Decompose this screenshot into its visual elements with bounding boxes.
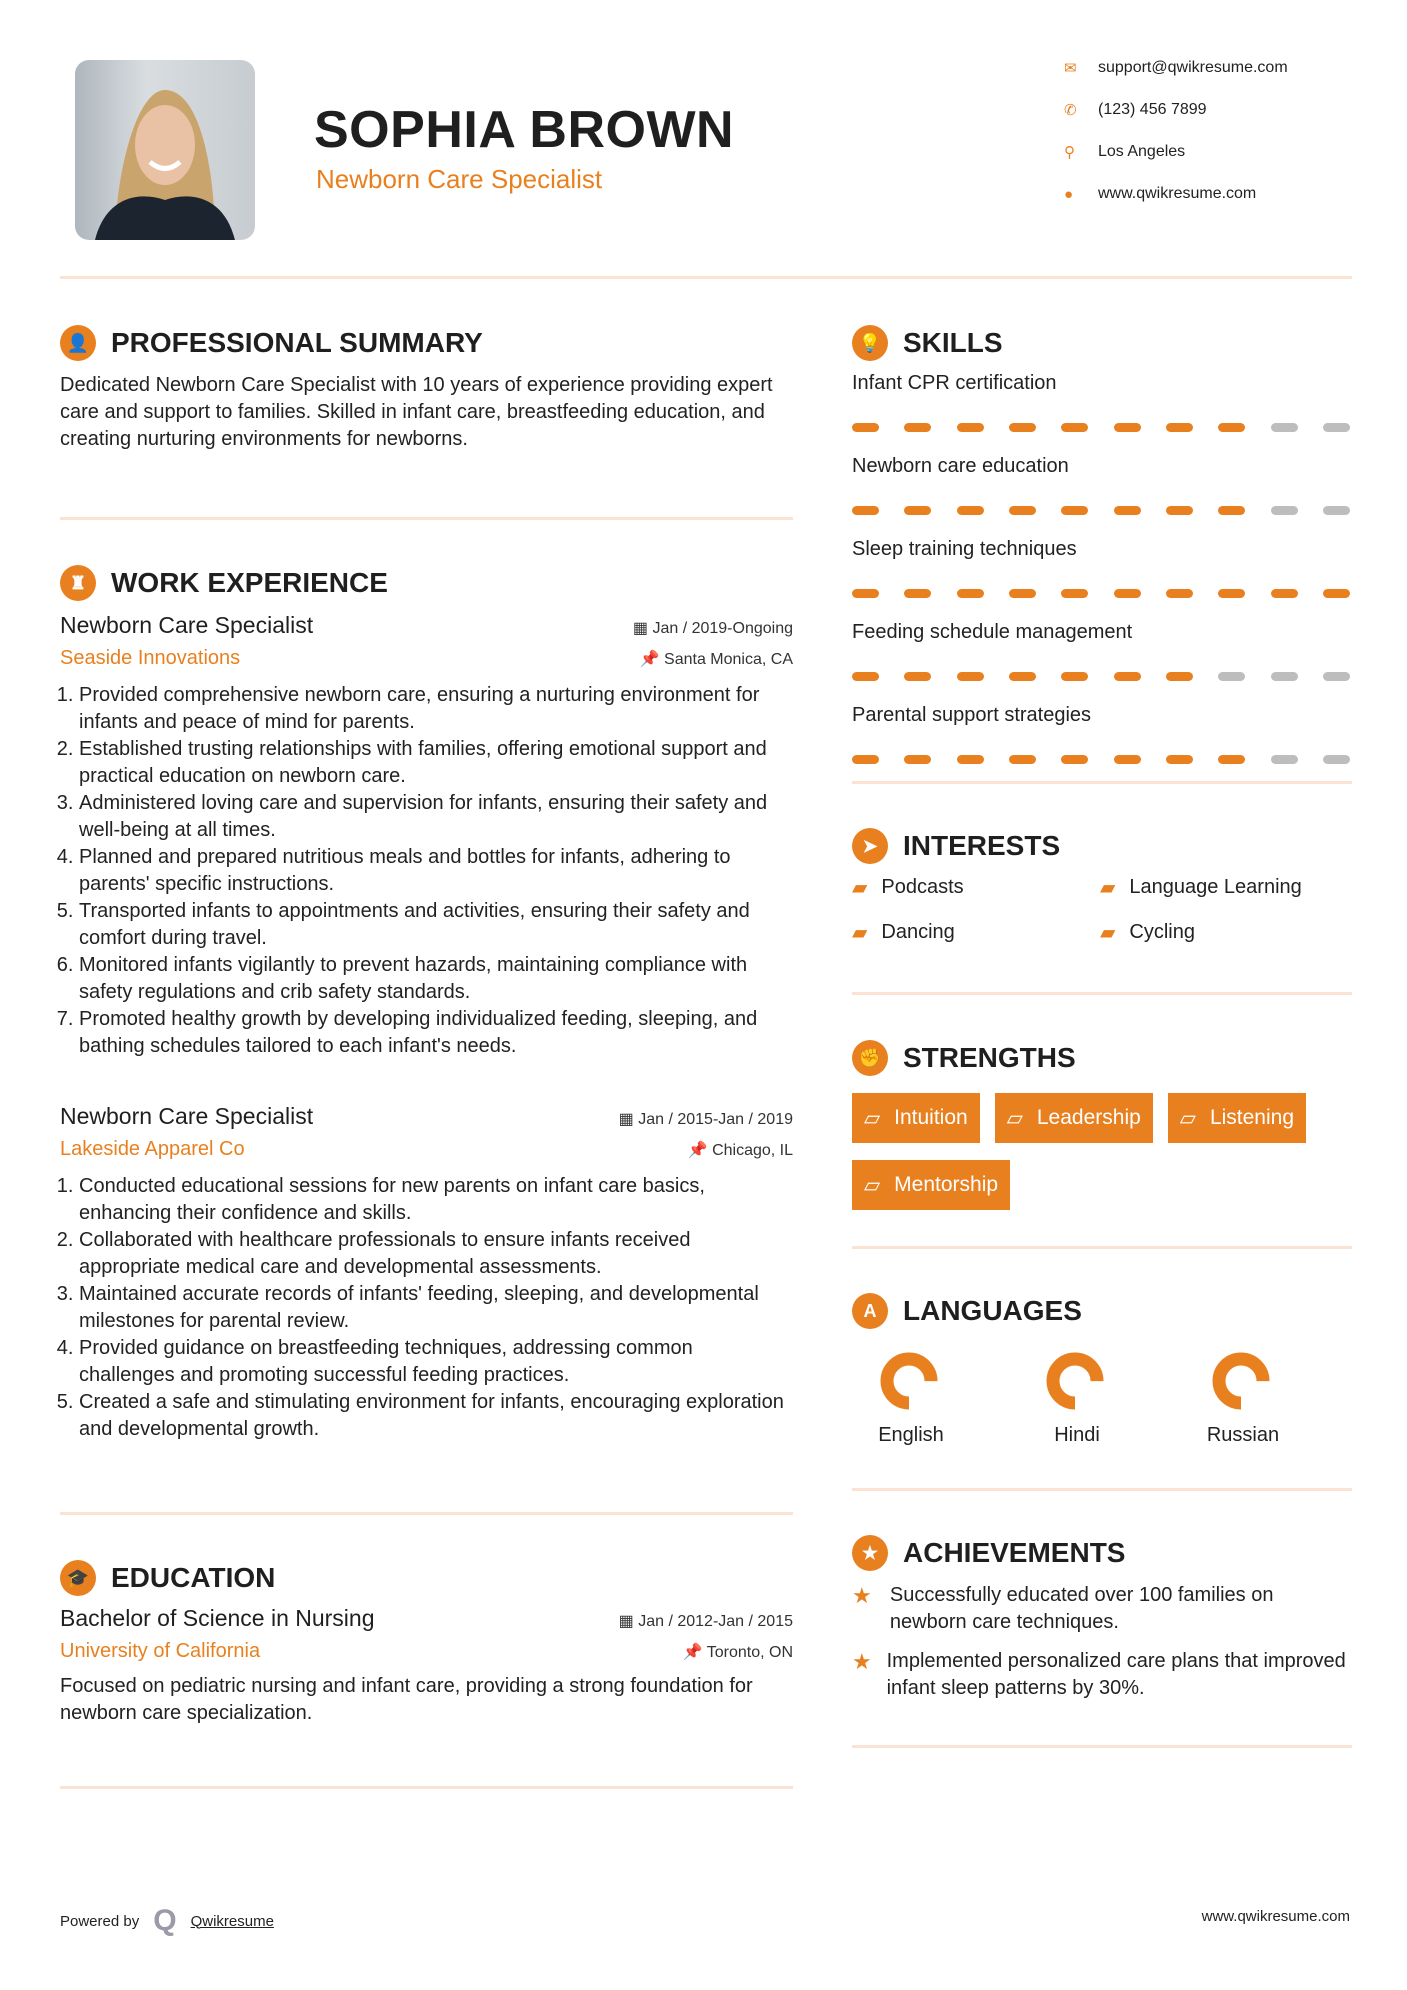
- skill-dash: [1009, 423, 1036, 432]
- skill-dash: [852, 423, 879, 432]
- skill-dash: [1061, 423, 1088, 432]
- interest-label: Podcasts: [881, 876, 964, 898]
- contact-phone[interactable]: [1064, 101, 1207, 119]
- list-item: 5. Created a safe and stimulating environment for infants, encouraging exploration and developmental growth.: [79, 1389, 793, 1443]
- calendar-icon: ▦: [618, 1111, 639, 1128]
- paper-plane-icon: ➤: [852, 828, 888, 864]
- achievement-item: [852, 1648, 1352, 1702]
- divider: [852, 1488, 1352, 1491]
- skill-dash: [1218, 755, 1245, 764]
- translate-icon: A: [852, 1293, 888, 1329]
- summary-text: Dedicated Newborn Care Specialist with 10 years of experience providing expert care and support to families. Skilled in infant care, breastfeeding education, and creating nurturing environments for newborns.: [60, 374, 773, 450]
- pin-icon: 📌: [687, 1142, 713, 1159]
- education-location: [683, 1642, 793, 1662]
- date-text: Jan / 2012-Jan / 2015: [638, 1613, 793, 1630]
- fist-icon: ✊: [852, 1040, 888, 1076]
- skill-level-bar: [852, 589, 1350, 598]
- skill-dash: [904, 755, 931, 764]
- interests-heading: [852, 828, 1060, 864]
- language-level-ring: [874, 1346, 944, 1416]
- skills-list: [852, 372, 1350, 787]
- contact-website[interactable]: [1064, 185, 1256, 203]
- job-date: [619, 1109, 793, 1129]
- skill-dash: [1166, 672, 1193, 681]
- achievement-item: [852, 1582, 1352, 1636]
- divider: [60, 1786, 793, 1789]
- skill-label: Newborn care education: [852, 455, 1069, 477]
- book-icon: ▰: [1100, 922, 1116, 944]
- language-label: Russian: [1206, 1424, 1280, 1446]
- list-item: 6. Monitored infants vigilantly to prevent hazards, maintaining compliance with safety regulations and crib safety standards.: [79, 952, 793, 1006]
- list-item: 3. Administered loving care and supervision for infants, ensuring their safety and well-being at all times.: [79, 790, 793, 844]
- language-item: [828, 1346, 994, 1447]
- skill-dash: [957, 755, 984, 764]
- heading-text: WORK EXPERIENCE: [111, 567, 388, 598]
- globe-icon: ●: [1064, 185, 1074, 203]
- contact-text: (123) 456 7899: [1098, 101, 1207, 118]
- job-title: Newborn Care Specialist: [60, 1103, 314, 1129]
- degree: Bachelor of Science in Nursing: [60, 1605, 375, 1631]
- job-date: [633, 618, 793, 638]
- skill-level-bar: [852, 506, 1350, 515]
- skill-dash: [1114, 589, 1141, 598]
- skill-item: [852, 704, 1350, 764]
- star-icon: ★: [852, 1649, 872, 1674]
- interest-label: Dancing: [881, 921, 955, 943]
- skill-dash: [1271, 506, 1298, 515]
- divider: [852, 992, 1352, 995]
- summary-heading: [60, 325, 483, 361]
- job-entry: [60, 1103, 793, 1443]
- skill-dash: [1061, 672, 1088, 681]
- skill-dash: [1009, 589, 1036, 598]
- skill-dash: [1009, 755, 1036, 764]
- skill-dash: [1323, 672, 1350, 681]
- achievement-text: Successfully educated over 100 families on newborn care techniques.: [889, 1584, 1274, 1633]
- contact-text: Los Angeles: [1098, 143, 1186, 160]
- skill-label: Sleep training techniques: [852, 538, 1077, 560]
- strength-tag: [852, 1160, 1010, 1210]
- divider: [852, 1745, 1352, 1748]
- skill-dash: [852, 506, 879, 515]
- languages-heading: [852, 1293, 1082, 1329]
- calendar-icon: ▦: [632, 620, 653, 637]
- skill-dash: [1166, 506, 1193, 515]
- skill-dash: [1218, 506, 1245, 515]
- skill-dash: [904, 589, 931, 598]
- skill-dash: [1009, 672, 1036, 681]
- skill-dash: [1061, 589, 1088, 598]
- qwikresume-logo-icon: Q: [153, 1904, 177, 1937]
- skill-dash: [904, 672, 931, 681]
- list-item: 2. Collaborated with healthcare professionals to ensure infants received appropriate medical care and developmental assessments.: [79, 1227, 793, 1281]
- skill-dash: [1061, 506, 1088, 515]
- tag-label: Mentorship: [894, 1173, 999, 1196]
- skill-dash: [1166, 755, 1193, 764]
- list-item: 1. Conducted educational sessions for new parents on infant care basics, enhancing their confidence and skills.: [79, 1173, 793, 1227]
- languages-list: [828, 1346, 1326, 1447]
- tag-label: Leadership: [1036, 1106, 1141, 1129]
- skill-dash: [904, 423, 931, 432]
- skill-item: [852, 455, 1350, 515]
- skill-dash: [1114, 506, 1141, 515]
- skill-dash: [904, 506, 931, 515]
- divider: [60, 517, 793, 520]
- contact-text: support@qwikresume.com: [1098, 59, 1288, 76]
- tag-label: Intuition: [894, 1106, 968, 1129]
- skill-dash: [1323, 589, 1350, 598]
- book-icon: ▰: [1100, 877, 1116, 899]
- company-name: Seaside Innovations: [60, 647, 241, 669]
- book-icon: ▰: [852, 922, 868, 944]
- date-text: Jan / 2015-Jan / 2019: [638, 1111, 793, 1128]
- divider: [60, 1512, 793, 1515]
- book-icon: ▱: [1179, 1106, 1196, 1130]
- skill-item: [852, 621, 1350, 681]
- skill-label: Infant CPR certification: [852, 372, 1057, 394]
- skill-level-bar: [852, 672, 1350, 681]
- education-heading: [60, 1560, 275, 1596]
- language-item: [994, 1346, 1160, 1447]
- skill-dash: [1009, 506, 1036, 515]
- strength-tag: [995, 1093, 1153, 1143]
- language-label: English: [878, 1424, 944, 1446]
- heading-text: EDUCATION: [111, 1562, 276, 1593]
- skill-item: [852, 538, 1350, 598]
- education-description: Focused on pediatric nursing and infant care, providing a strong foundation for newborn care specialization.: [60, 1675, 753, 1724]
- skill-dash: [1218, 423, 1245, 432]
- list-item: 5. Transported infants to appointments and activities, ensuring their safety and comfort during travel.: [79, 898, 793, 952]
- job-entry: [60, 612, 793, 1060]
- interest-item: [852, 920, 1100, 945]
- book-icon: ▱: [1006, 1106, 1023, 1130]
- job-location: [688, 1140, 793, 1160]
- list-item: 4. Planned and prepared nutritious meals and bottles for infants, adhering to parents' specific instructions.: [79, 844, 793, 898]
- job-title: Newborn Care Specialist: [60, 612, 314, 638]
- heading-text: PROFESSIONAL SUMMARY: [111, 327, 483, 358]
- skill-dash: [852, 589, 879, 598]
- divider: [852, 1246, 1352, 1249]
- calendar-icon: ▦: [618, 1613, 639, 1630]
- list-item: 7. Promoted healthy growth by developing individualized feeding, sleeping, and bathing schedules tailored to each infant's needs.: [79, 1006, 793, 1060]
- skill-dash: [957, 672, 984, 681]
- skill-dash: [957, 423, 984, 432]
- interest-item: [1100, 920, 1348, 945]
- lightbulb-icon: 💡: [852, 325, 888, 361]
- contact-location: [1064, 143, 1185, 161]
- skill-dash: [1218, 672, 1245, 681]
- job-duties: [60, 682, 793, 1060]
- skills-heading: [852, 325, 1003, 361]
- date-text: Jan / 2019-Ongoing: [652, 620, 793, 637]
- divider: [852, 781, 1352, 784]
- skill-dash: [1061, 755, 1088, 764]
- tag-label: Listening: [1209, 1106, 1295, 1129]
- language-label: Hindi: [1054, 1424, 1100, 1446]
- list-item: 4. Provided guidance on breastfeeding techniques, addressing common challenges and promoting successful feeding practices.: [79, 1335, 793, 1389]
- skill-dash: [1323, 506, 1350, 515]
- location-text: Santa Monica, CA: [664, 651, 793, 668]
- footer-powered-by: [60, 1904, 274, 1938]
- skill-dash: [1166, 589, 1193, 598]
- strengths-heading: [852, 1040, 1076, 1076]
- location-text: Chicago, IL: [712, 1142, 793, 1159]
- location-text: Toronto, ON: [706, 1644, 793, 1661]
- heading-text: STRENGTHS: [903, 1042, 1076, 1073]
- interests-list: [852, 875, 1352, 945]
- map-pin-icon: ⚲: [1064, 144, 1075, 161]
- strength-tag: [852, 1093, 980, 1143]
- achievements-heading: [852, 1535, 1125, 1571]
- skill-dash: [852, 672, 879, 681]
- list-item: 2. Established trusting relationships with families, offering emotional support and practical education on newborn care.: [79, 736, 793, 790]
- skill-dash: [852, 755, 879, 764]
- skill-dash: [1218, 589, 1245, 598]
- skill-dash: [1114, 755, 1141, 764]
- heading-text: LANGUAGES: [903, 1295, 1082, 1326]
- candidate-title: Newborn Care Specialist: [316, 164, 603, 194]
- job-location: [640, 649, 793, 669]
- brand-link[interactable]: Qwikresume: [190, 1912, 274, 1930]
- list-item: 3. Maintained accurate records of infants' feeding, sleeping, and developmental milestones for parental review.: [79, 1281, 793, 1335]
- skill-dash: [1114, 672, 1141, 681]
- skill-dash: [1271, 589, 1298, 598]
- achievements-list: [852, 1582, 1352, 1702]
- skill-dash: [1271, 672, 1298, 681]
- skill-level-bar: [852, 423, 1350, 432]
- skill-dash: [1166, 423, 1193, 432]
- book-icon: ▱: [864, 1173, 881, 1197]
- interest-label: Cycling: [1129, 921, 1195, 943]
- heading-text: INTERESTS: [903, 830, 1061, 861]
- footer-website[interactable]: www.qwikresume.com: [1201, 1908, 1350, 1925]
- skill-dash: [1114, 423, 1141, 432]
- book-icon: ▰: [852, 877, 868, 899]
- language-item: [1160, 1346, 1326, 1447]
- powered-by-text: Powered by: [60, 1912, 140, 1930]
- skill-dash: [1271, 755, 1298, 764]
- skill-dash: [957, 589, 984, 598]
- skill-label: Parental support strategies: [852, 704, 1092, 726]
- contact-text: www.qwikresume.com: [1098, 185, 1257, 202]
- profile-photo: [75, 60, 255, 240]
- interest-label: Language Learning: [1129, 876, 1302, 898]
- strengths-list: [852, 1093, 1352, 1210]
- education-entry: [60, 1605, 793, 1727]
- language-level-ring: [1206, 1346, 1276, 1416]
- skill-label: Feeding schedule management: [852, 621, 1133, 643]
- list-item: 1. Provided comprehensive newborn care, ensuring a nurturing environment for infants and peace of mind for parents.: [79, 682, 793, 736]
- heading-text: SKILLS: [903, 327, 1003, 358]
- job-duties: [60, 1173, 793, 1443]
- school-name: University of California: [60, 1640, 261, 1662]
- interest-item: [1100, 875, 1348, 900]
- interest-item: [852, 875, 1100, 900]
- header-divider: [60, 276, 1352, 279]
- pin-icon: 📌: [682, 1644, 707, 1661]
- briefcase-icon: ♜: [60, 565, 96, 601]
- user-icon: 👤: [60, 325, 96, 361]
- skill-dash: [1323, 755, 1350, 764]
- achievement-text: Implemented personalized care plans that improved infant sleep patterns by 30%.: [886, 1650, 1346, 1699]
- envelope-icon: ✉: [1064, 60, 1077, 77]
- experience-heading: [60, 565, 388, 601]
- book-icon: ▱: [864, 1106, 881, 1130]
- star-icon: ★: [852, 1583, 872, 1608]
- skill-dash: [1271, 423, 1298, 432]
- graduation-icon: 🎓: [60, 1560, 96, 1596]
- skill-item: [852, 372, 1350, 432]
- pin-icon: 📌: [639, 651, 665, 668]
- education-date: [619, 1611, 793, 1631]
- candidate-name: SOPHIA BROWN: [314, 101, 735, 159]
- star-badge-icon: ★: [852, 1535, 888, 1571]
- skill-level-bar: [852, 755, 1350, 764]
- company-name: Lakeside Apparel Co: [60, 1138, 245, 1160]
- contact-email[interactable]: [1064, 59, 1288, 77]
- skill-dash: [1323, 423, 1350, 432]
- heading-text: ACHIEVEMENTS: [903, 1537, 1126, 1568]
- phone-icon: ✆: [1064, 102, 1077, 119]
- skill-dash: [957, 506, 984, 515]
- language-level-ring: [1040, 1346, 1110, 1416]
- strength-tag: [1168, 1093, 1306, 1143]
